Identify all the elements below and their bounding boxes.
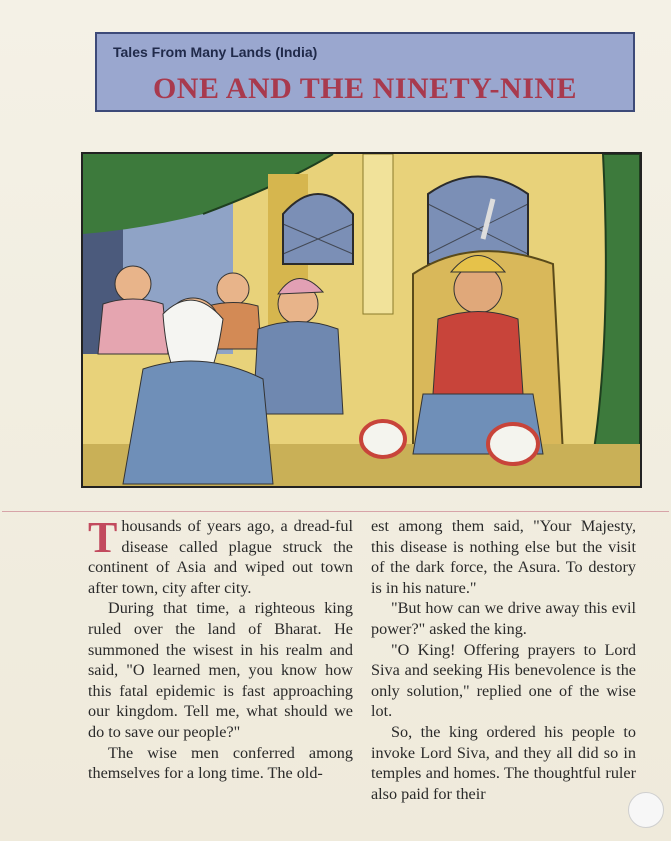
series-label: Tales From Many Lands (India) bbox=[113, 44, 318, 60]
section-divider bbox=[2, 511, 669, 512]
publisher-seal-icon bbox=[628, 792, 664, 828]
story-title: ONE AND THE NINETY-NINE bbox=[152, 72, 578, 105]
drop-cap: T bbox=[88, 513, 118, 562]
story-paragraph: So, the king ordered his people to invoke Lord Siva, and they all did so in temples and homes. The thoughtful ruler also paid for their bbox=[371, 722, 636, 803]
story-paragraph: Thousands of years ago, a dread-ful disease called plague struck the continent of Asia and wiped out town after town, city after city. bbox=[88, 513, 353, 597]
title-banner bbox=[95, 32, 635, 112]
story-paragraph: During that time, a righteous king ruled over the land of Bharat. He summoned the wisest in his realm and said, "O learned men, you know how this fatal epidemic is fast approaching our kingdom. Tell me, what should we do to save our people?" bbox=[88, 599, 353, 741]
story-paragraph: "But how can we drive away this evil power?" asked the king. bbox=[371, 599, 636, 638]
story-illustration bbox=[81, 152, 642, 488]
story-paragraph: "O King! Offering prayers to Lord Siva and seeking His benevolence is the only solution," replied one of the wise lot. bbox=[371, 640, 636, 721]
story-column-right bbox=[371, 516, 636, 804]
royal-court-scene bbox=[83, 154, 640, 486]
story-paragraph: The wise men conferred among themselves for a long time. The old- bbox=[88, 743, 353, 783]
story-column-left bbox=[88, 513, 353, 784]
story-paragraph: est among them said, "Your Majesty, this disease is nothing else but the visit of the dark force, the Asura. To destory is in his nature." bbox=[371, 517, 636, 597]
